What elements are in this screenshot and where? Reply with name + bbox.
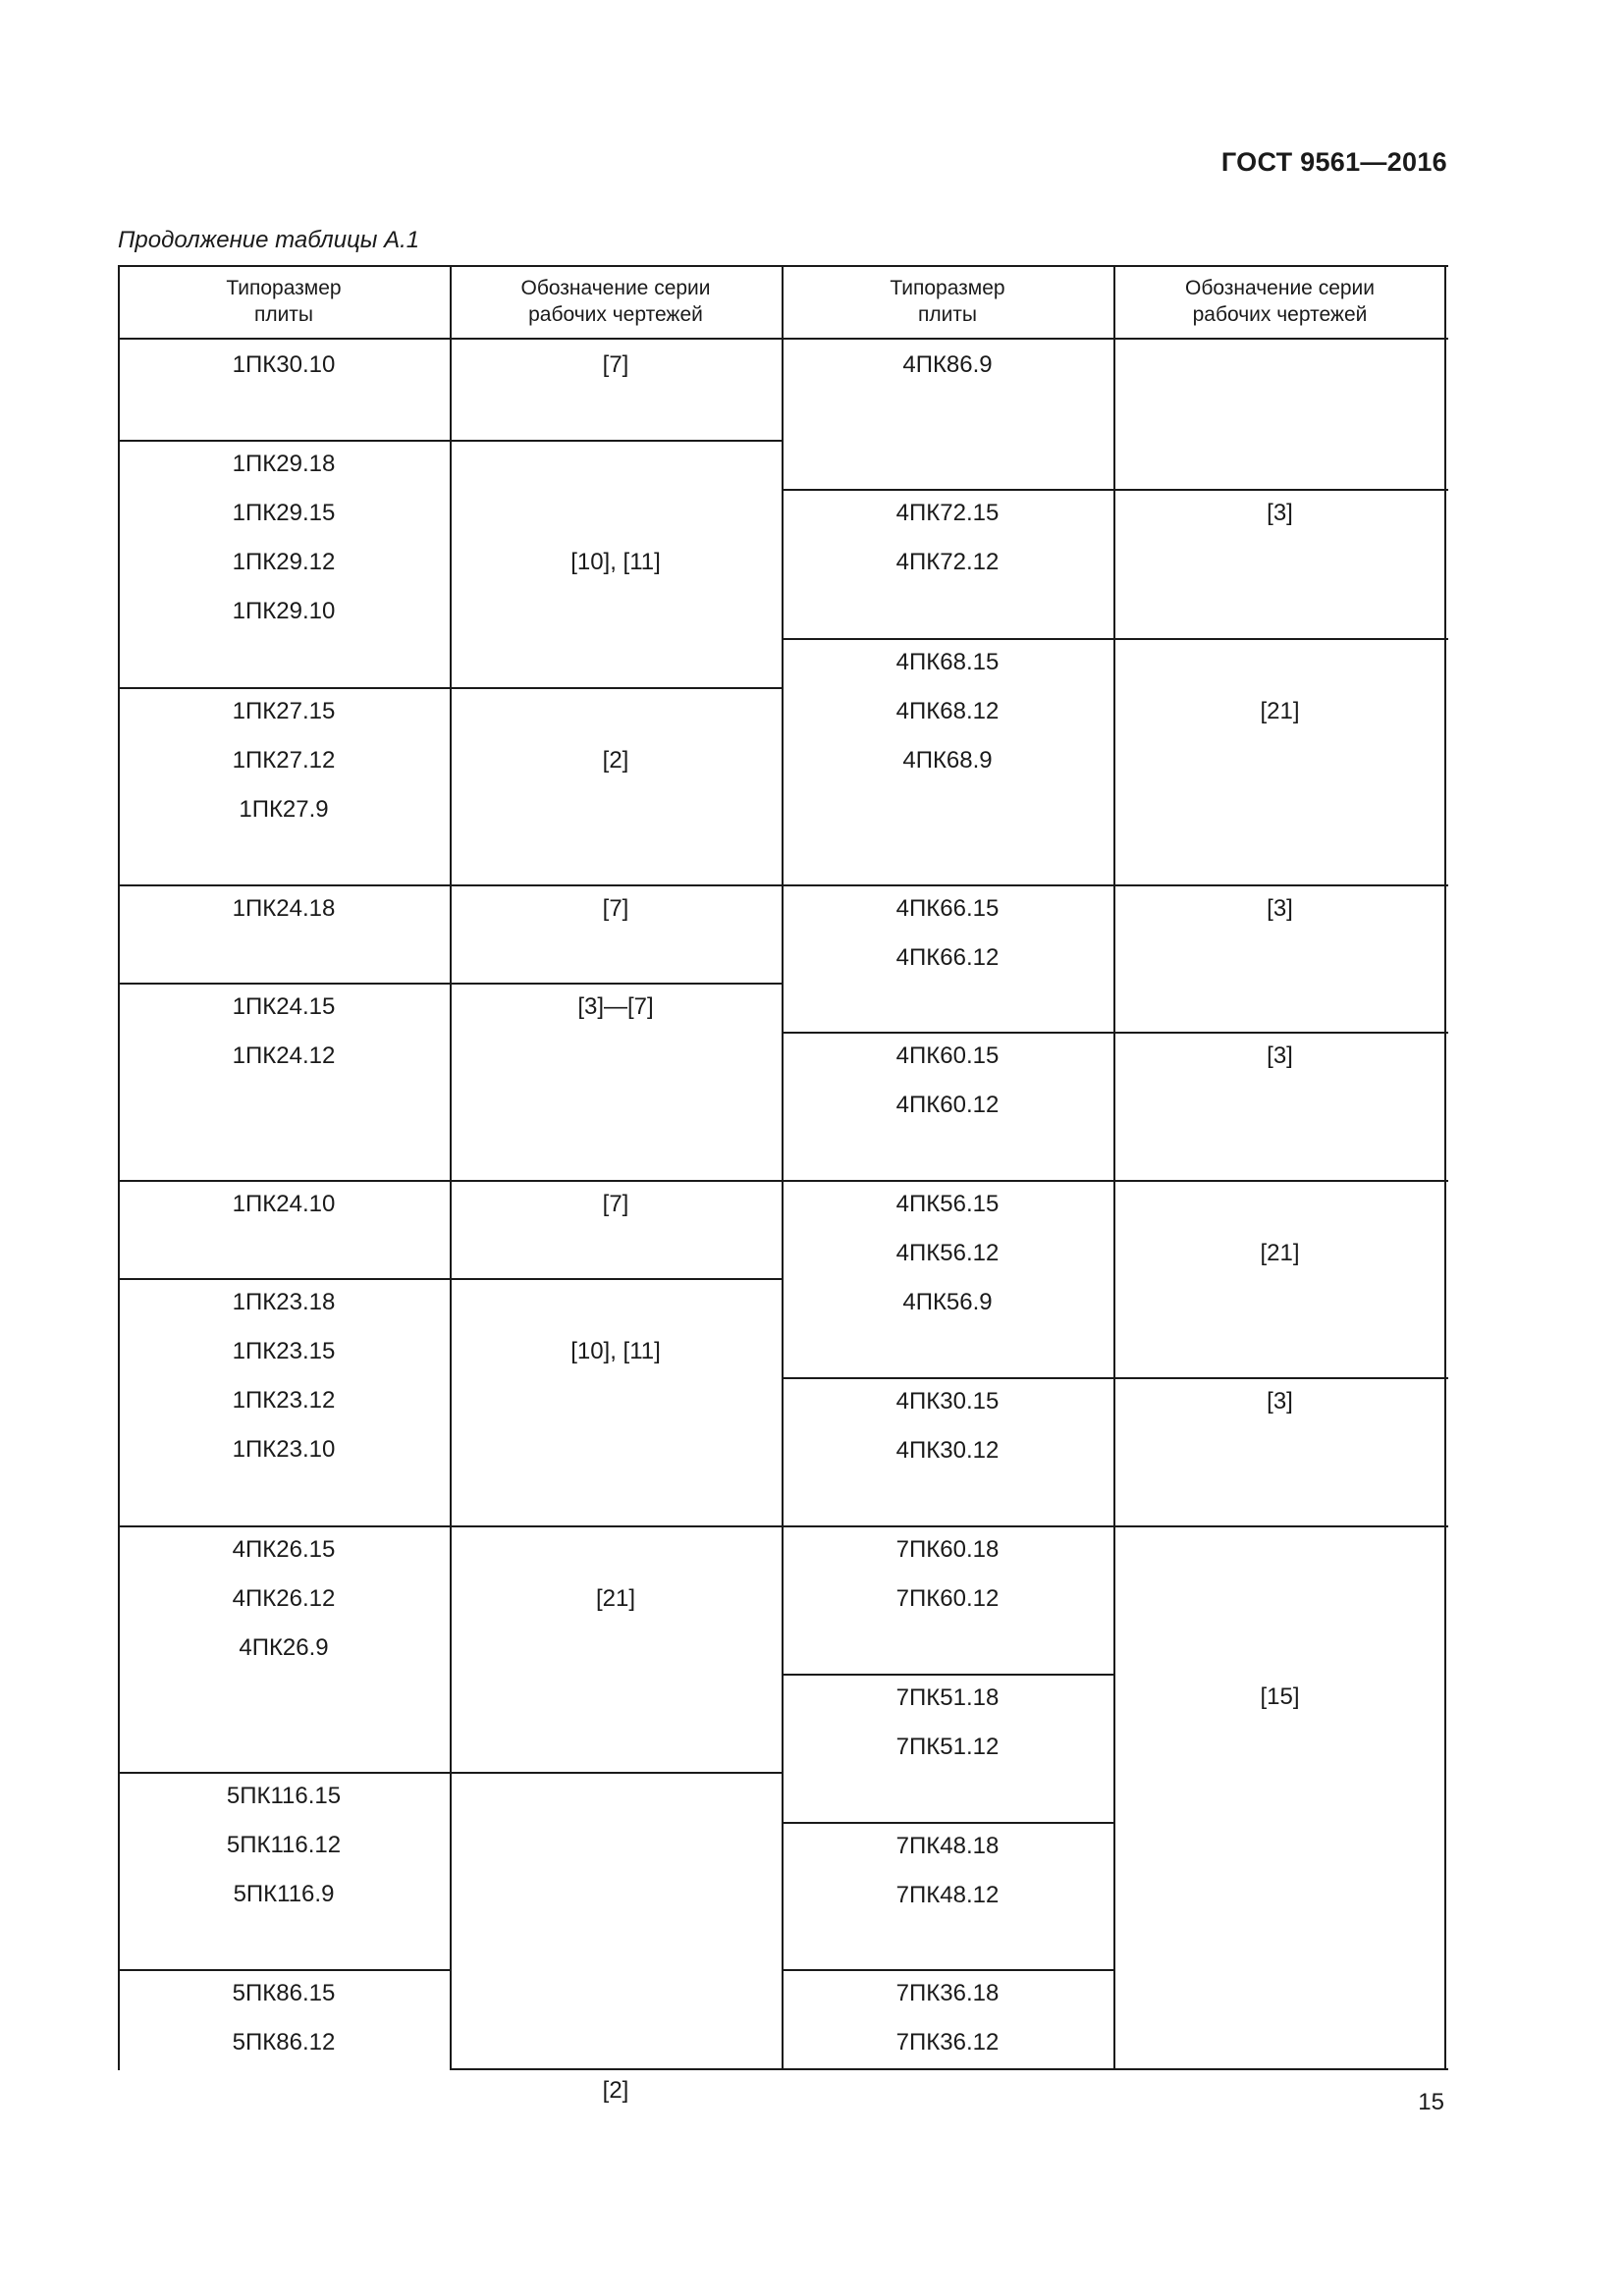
table-cell bbox=[118, 1525, 450, 1673]
drawing-series: [10], [11] bbox=[570, 549, 661, 575]
column-divider bbox=[450, 265, 452, 2070]
table-cell bbox=[450, 1180, 782, 1229]
slab-size: 4ПК26.12 bbox=[232, 1585, 336, 1612]
table-cell bbox=[118, 1772, 450, 1919]
designation-table bbox=[118, 265, 1446, 2104]
slab-size: 7ПК36.18 bbox=[895, 1980, 1000, 2006]
slab-size: 7ПК48.12 bbox=[895, 1882, 1000, 1908]
row-separator bbox=[450, 687, 784, 689]
slab-size: 1ПК23.10 bbox=[232, 1436, 336, 1463]
slab-size: 7ПК60.12 bbox=[895, 1585, 1000, 1612]
slab-size: 1ПК27.15 bbox=[232, 698, 336, 724]
header-cell bbox=[450, 265, 782, 338]
table-cell bbox=[782, 341, 1113, 390]
row-separator bbox=[450, 1278, 784, 1280]
slab-size: 4ПК60.15 bbox=[895, 1042, 1000, 1069]
header-cell bbox=[1113, 265, 1446, 338]
table-cell bbox=[782, 1525, 1113, 1624]
table-cell bbox=[118, 341, 450, 390]
drawing-series: [3] bbox=[1267, 500, 1293, 526]
slab-size: 1ПК29.12 bbox=[232, 549, 336, 575]
slab-size: 4ПК68.15 bbox=[895, 649, 1000, 675]
slab-size: 4ПК66.15 bbox=[895, 895, 1000, 922]
drawing-series: [7] bbox=[602, 351, 629, 378]
document-number: ГОСТ 9561—2016 bbox=[1220, 147, 1447, 177]
row-separator bbox=[1113, 1525, 1448, 1527]
table-cell bbox=[450, 736, 782, 785]
slab-size: 4ПК56.15 bbox=[895, 1191, 1000, 1217]
table-cell bbox=[782, 638, 1113, 785]
slab-size: 7ПК51.12 bbox=[895, 1734, 1000, 1760]
slab-size: 7ПК36.12 bbox=[895, 2029, 1000, 2056]
drawing-series: [3] bbox=[1267, 1042, 1293, 1069]
table-cell bbox=[782, 489, 1113, 587]
table-cell bbox=[118, 1278, 450, 1474]
table-cell bbox=[1113, 1229, 1446, 1278]
slab-size: 1ПК29.10 bbox=[232, 598, 336, 624]
slab-size: 1ПК23.12 bbox=[232, 1387, 336, 1414]
slab-size: 4ПК68.9 bbox=[902, 747, 993, 774]
table-cell bbox=[1113, 489, 1446, 538]
header-line: рабочих чертежей bbox=[528, 303, 703, 326]
slab-size: 4ПК56.9 bbox=[902, 1289, 993, 1315]
row-separator bbox=[450, 1772, 784, 1774]
slab-size: 5ПК116.9 bbox=[233, 1881, 335, 1907]
slab-size: 7ПК60.18 bbox=[895, 1536, 1000, 1563]
slab-size: 1ПК30.10 bbox=[232, 351, 336, 378]
slab-size: 1ПК27.12 bbox=[232, 747, 336, 774]
table-cell bbox=[450, 341, 782, 390]
table-cell bbox=[450, 884, 782, 934]
table-cell bbox=[450, 2066, 782, 2115]
table-cell bbox=[782, 1032, 1113, 1130]
table-cell bbox=[450, 1575, 782, 1624]
table-cell bbox=[118, 1180, 450, 1229]
table-cell bbox=[782, 1822, 1113, 1920]
header-line: плиты bbox=[253, 303, 314, 326]
table-cell bbox=[450, 538, 782, 587]
slab-size: 4ПК66.12 bbox=[895, 944, 1000, 971]
table-caption: Продолжение таблицы А.1 bbox=[118, 227, 420, 253]
table-cell bbox=[782, 884, 1113, 983]
slab-size: 1ПК29.18 bbox=[232, 451, 336, 477]
drawing-series: [21] bbox=[1260, 698, 1300, 724]
page-number: 15 bbox=[1418, 2089, 1444, 2115]
slab-size: 1ПК24.10 bbox=[232, 1191, 336, 1217]
drawing-series: [10], [11] bbox=[570, 1338, 661, 1364]
table-cell bbox=[118, 687, 450, 834]
row-separator bbox=[450, 440, 784, 442]
drawing-series: [3]—[7] bbox=[577, 993, 654, 1020]
slab-size: 4ПК68.12 bbox=[895, 698, 1000, 724]
slab-size: 5ПК86.15 bbox=[232, 1980, 336, 2006]
table-cell bbox=[118, 884, 450, 934]
table-cell bbox=[118, 1969, 450, 2067]
header-line: рабочих чертежей bbox=[1192, 303, 1368, 326]
table-cell bbox=[450, 983, 782, 1032]
table-cell bbox=[782, 1674, 1113, 1772]
slab-size: 4ПК56.12 bbox=[895, 1240, 1000, 1266]
header-line: плиты bbox=[917, 303, 978, 326]
drawing-series: [21] bbox=[595, 1585, 636, 1612]
row-separator bbox=[1113, 638, 1448, 640]
table-cell bbox=[118, 440, 450, 636]
slab-size: 1ПК24.18 bbox=[232, 895, 336, 922]
table-cell bbox=[782, 1180, 1113, 1327]
table-cell bbox=[1113, 1673, 1446, 1722]
table-cell bbox=[1113, 884, 1446, 934]
header-line: Типоразмер bbox=[890, 277, 1005, 299]
header-line: Типоразмер bbox=[226, 277, 342, 299]
slab-size: 5ПК116.15 bbox=[226, 1783, 342, 1809]
slab-size: 4ПК72.12 bbox=[895, 549, 1000, 575]
slab-size: 4ПК72.15 bbox=[895, 500, 1000, 526]
header-line: Обозначение серии bbox=[520, 277, 711, 299]
table-cell bbox=[1113, 1377, 1446, 1426]
header-line: Обозначение серии bbox=[1184, 277, 1376, 299]
table-cell bbox=[1113, 1032, 1446, 1081]
row-separator bbox=[1113, 1180, 1448, 1182]
drawing-series: [7] bbox=[602, 1191, 629, 1217]
slab-size: 4ПК26.15 bbox=[232, 1536, 336, 1563]
slab-size: 7ПК51.18 bbox=[895, 1684, 1000, 1711]
table-cell bbox=[1113, 687, 1446, 736]
slab-size: 5ПК86.12 bbox=[232, 2029, 336, 2056]
slab-size: 4ПК86.9 bbox=[902, 351, 993, 378]
slab-size: 7ПК48.18 bbox=[895, 1833, 1000, 1859]
slab-size: 1ПК23.15 bbox=[232, 1338, 336, 1364]
row-separator bbox=[450, 1525, 784, 1527]
table-cell bbox=[782, 1969, 1113, 2067]
table-cell bbox=[450, 1327, 782, 1376]
drawing-series: [21] bbox=[1260, 1240, 1300, 1266]
slab-size: 4ПК26.9 bbox=[239, 1634, 329, 1661]
drawing-series: [15] bbox=[1260, 1683, 1300, 1710]
slab-size: 4ПК30.12 bbox=[895, 1437, 1000, 1464]
table-cell bbox=[118, 983, 450, 1081]
slab-size: 4ПК60.12 bbox=[895, 1092, 1000, 1118]
slab-size: 1ПК24.12 bbox=[232, 1042, 336, 1069]
drawing-series: [2] bbox=[602, 2077, 629, 2104]
table-cell bbox=[782, 1377, 1113, 1475]
header-cell bbox=[118, 265, 450, 338]
header-cell bbox=[782, 265, 1113, 338]
slab-size: 1ПК29.15 bbox=[232, 500, 336, 526]
slab-size: 4ПК30.15 bbox=[895, 1388, 1000, 1415]
drawing-series: [3] bbox=[1267, 1388, 1293, 1415]
slab-size: 5ПК116.12 bbox=[226, 1832, 342, 1858]
slab-size: 1ПК27.9 bbox=[239, 796, 329, 823]
drawing-series: [3] bbox=[1267, 895, 1293, 922]
drawing-series: [7] bbox=[602, 895, 629, 922]
drawing-series: [2] bbox=[602, 747, 629, 774]
slab-size: 1ПК24.15 bbox=[232, 993, 336, 1020]
slab-size: 1ПК23.18 bbox=[232, 1289, 336, 1315]
